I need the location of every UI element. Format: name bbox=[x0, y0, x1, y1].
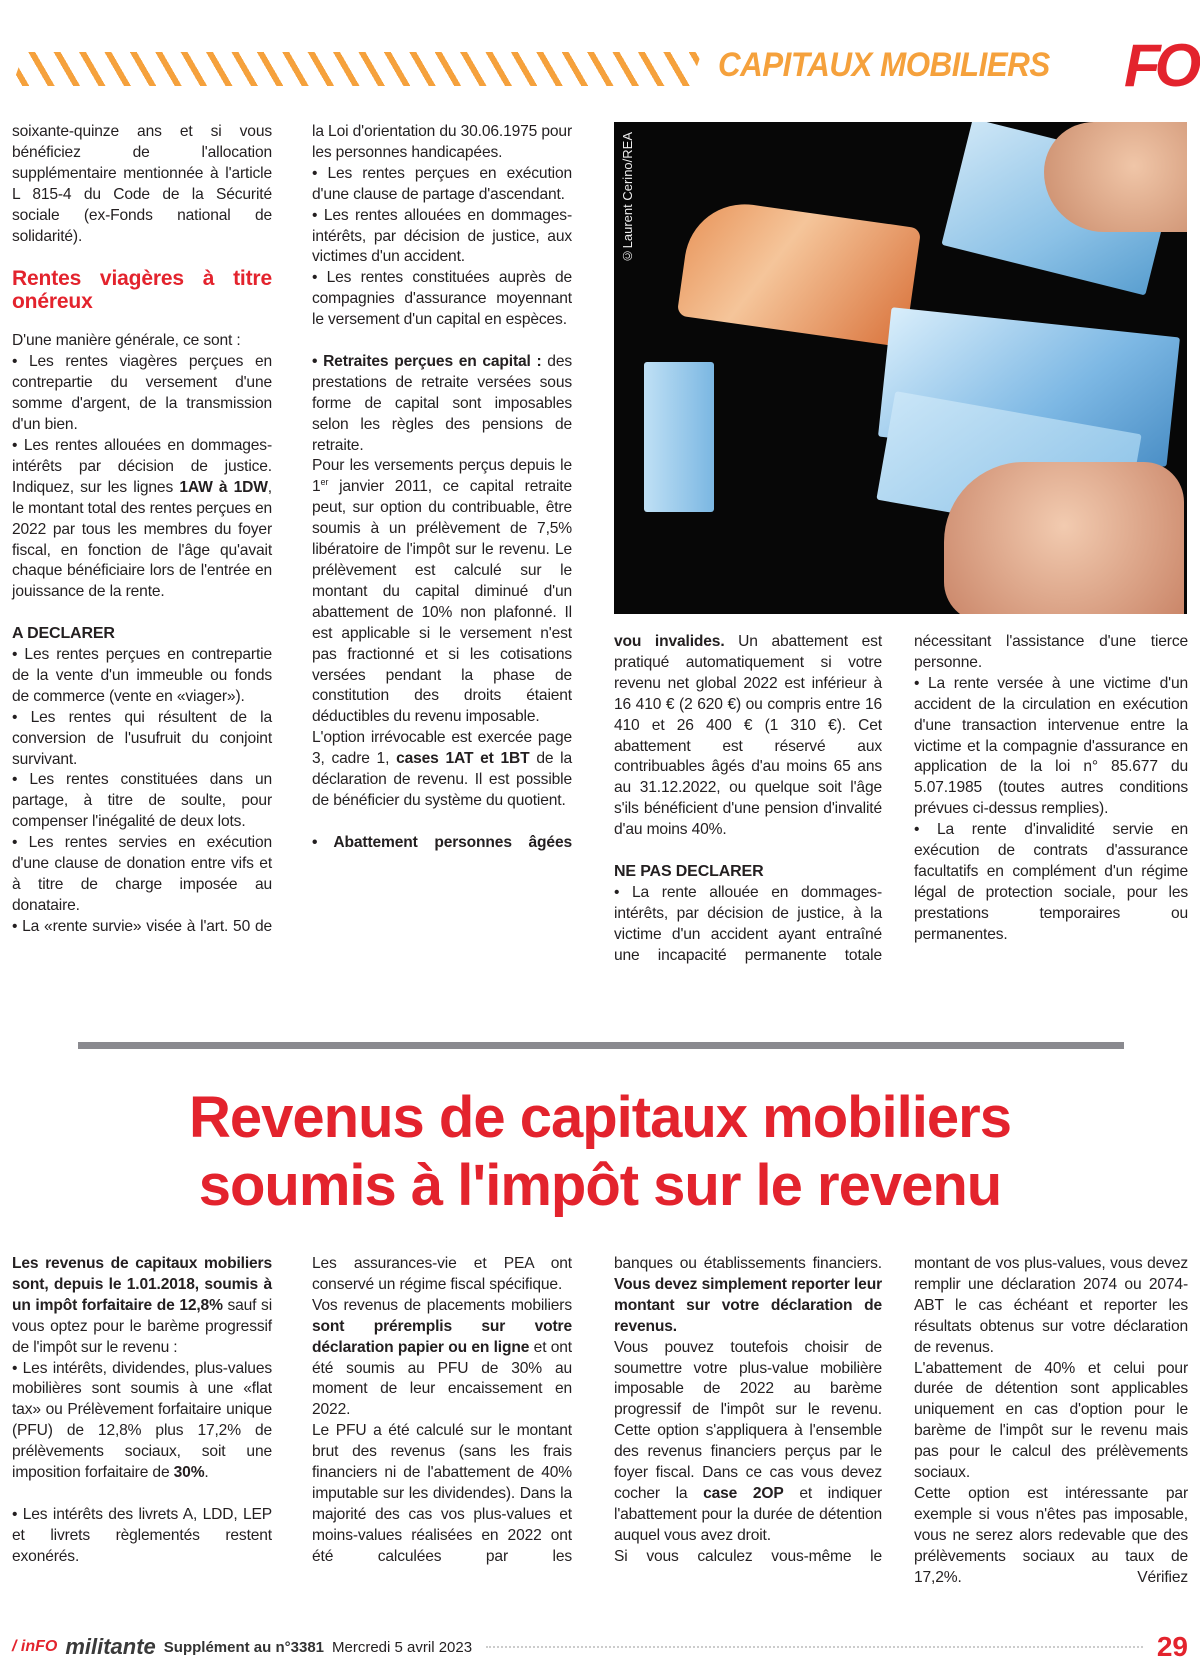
text: Vos revenus de placements mobiliers bbox=[312, 1296, 572, 1314]
paragraph bbox=[614, 1338, 882, 1547]
text: Les assurances-vie et PEA ont conservé un régime fiscal spécifique. bbox=[312, 1255, 572, 1293]
text: nécessitant l'assistance d'une tierce personne. bbox=[914, 633, 1188, 671]
article2-column-2 bbox=[312, 1254, 572, 1568]
paragraph bbox=[12, 1254, 272, 1359]
text: • La rente allouée en dommages-intérêts, par décision de justice, à la victime d'un accident ayant entraîné une incapacité permanente totale bbox=[614, 883, 882, 964]
text: Cette option est intéressante par exemple si vous n'êtes pas imposable, vous ne serez alors redevable que des prélèvements sociaux au taux de 17,2%. Vérifiez bbox=[914, 1484, 1188, 1586]
text: banques ou établissements financiers. bbox=[614, 1255, 882, 1272]
article-column-2 bbox=[312, 122, 572, 854]
paragraph bbox=[914, 1484, 1188, 1589]
text: • Les rentes constituées auprès de compagnies d'assurance moyennant le versement d'un capital en espèces. bbox=[312, 269, 572, 329]
article2-column-4 bbox=[914, 1254, 1188, 1589]
article-column-1 bbox=[12, 122, 272, 938]
paragraph bbox=[12, 708, 272, 771]
photo-credit: ©Laurent Cerino/REA bbox=[620, 132, 635, 264]
text: Le PFU a été calculé sur le montant brut des revenus (sans les frais financiers ni de l'abattement de 40% imputable sur les dividendes). Dans la majorité des cas vos plus-values et moins-values réalisées en 2022 ont été calculées par les bbox=[312, 1422, 572, 1565]
text: Rentes viagères à titre onéreux bbox=[12, 267, 272, 314]
text: , le montant total des rentes perçues en 2022 par tous les membres du foyer fiscal, en fonction de l'âge qu'avait chaque bénéficiaire lors de l'entrée en jouissance de la rente. bbox=[12, 478, 272, 601]
text: Pour les versements perçus depuis le 1 bbox=[312, 457, 572, 496]
paragraph bbox=[914, 632, 1188, 674]
text: • Les rentes servies en exécution d'une clause de donation entre vifs et à titre de charge imposée au donataire. bbox=[12, 834, 272, 914]
bold-text: vou invalides. bbox=[614, 633, 725, 650]
paragraph bbox=[12, 122, 272, 247]
text: montant de vos plus-values, vous devez remplir une déclaration 2074 ou 2074-ABT le cas échéant et reporter les résultats obtenus sur votre déclaration de revenus. bbox=[914, 1255, 1188, 1356]
text: • Les rentes perçues en exécution d'une clause de partage d'ascendant. bbox=[312, 164, 572, 203]
bold-text: case 2OP bbox=[703, 1484, 784, 1502]
text: janvier 2011, ce capital retraite peut, sur option du contribuable, être soumis à un prélèvement de 7,5% libératoire de l'impôt sur le revenu. Le prélèvement est calculé sur le montant du capital diminué d'un abattement de 10% non plafonné. Il est applicable si le versement n'est pas fractionné et si les cotisations versées pendant la phase de constitution des droits étaient déductibles du revenu imposable. bbox=[312, 478, 572, 726]
text: NE PAS DECLARER bbox=[614, 862, 764, 880]
bold-text: cases 1AT et 1BT bbox=[396, 750, 530, 768]
paragraph bbox=[312, 206, 572, 269]
article2-column-3 bbox=[614, 1254, 882, 1568]
text: de la déclaration de revenu. Il est possible de bénéficier du système du quotient. bbox=[312, 750, 572, 809]
text: • La rente d'invalidité servie en exécution de contrats d'assurance facultatifs en complément d'un régime légal de protection sociale, pour les prestations temporaires ou permanentes. bbox=[914, 821, 1188, 943]
paragraph bbox=[312, 268, 572, 331]
header-stripes bbox=[12, 52, 702, 86]
paragraph bbox=[914, 1359, 1188, 1484]
paragraph bbox=[12, 770, 272, 833]
text: • Les rentes allouées en dommages- intérêts par décision de justice. Indiquez, sur les lignes bbox=[12, 436, 272, 496]
text: Vous pouvez toutefois choisir de soumettre votre plus-value mobilière imposable de 2022 au barème progressif de l'impôt sur le revenu. Cette option s'appliquera à l'ensemble des revenus financiers perçus par le foyer fiscal. Dans ce cas vous devez cocher la bbox=[614, 1338, 882, 1502]
paragraph bbox=[312, 1254, 572, 1296]
subheading bbox=[12, 267, 272, 313]
paragraph bbox=[312, 728, 572, 812]
bold-text: • Retraites perçues en capital : bbox=[312, 352, 542, 370]
bold-text: 30% bbox=[173, 1464, 205, 1482]
text: L'option irrévocable est exercée page 3, cadre 1, bbox=[312, 729, 572, 768]
text: L'abattement de 40% et celui pour durée de détention sont applicables uniquement en cas d'option pour le barème de l'impôt sur le revenu mais pas pour le calcul des prélèvements sociaux. bbox=[914, 1359, 1188, 1482]
info-logo: / inFO bbox=[12, 1638, 58, 1655]
text: • Les intérêts, dividendes, plus-values mobilières sont soumis à une «flat tax» ou Prélèvement forfaitaire unique (PFU) de 12,8% plus 17,2% de prélèvements sociaux, soit une imposition forfaitaire de bbox=[12, 1359, 272, 1482]
militante-logo: militante bbox=[65, 1634, 156, 1659]
paragraph bbox=[312, 122, 572, 164]
paragraph bbox=[614, 1547, 882, 1568]
paragraph bbox=[12, 833, 272, 917]
paragraph bbox=[12, 1359, 272, 1484]
text: sauf si vous optez pour le barème progressif de l'impôt sur le revenu : bbox=[12, 1296, 273, 1356]
paragraph bbox=[614, 632, 882, 841]
issue-supplement: Supplément au n°3381 bbox=[163, 1638, 325, 1656]
paragraph bbox=[312, 456, 572, 728]
text: D'une manière générale, ce sont : bbox=[12, 332, 241, 350]
banknote-fan bbox=[677, 197, 921, 348]
paragraph bbox=[914, 674, 1188, 820]
article-title-line-2: soumis à l'impôt sur le revenu bbox=[198, 1153, 1002, 1218]
text: • La rente versée à une victime d'un accident de la circulation en exécution d'une transaction intervenue entre la victime et la compagnie d'assurance en application de la loi n° 85.677 du 5.07.1985 (toutes autres conditions prévues ci-dessus remplies). bbox=[914, 674, 1188, 818]
section-label bbox=[12, 624, 272, 645]
text: des prestations de retraite versées sous forme de capital sont imposables selon les règles des pensions de retraite. bbox=[312, 352, 572, 454]
text: Un abattement est pratiqué automatiquement si votre revenu net global 2022 est inférieur à 16 410 € (2 620 €) ou compris entre 16 410 et 26 400 € (1 310 €). Cet abattement est réservé aux contribuables âgés d'au moins 65 ans au 31.12.2022, ou quelque soit l'âge s'ils bénéficient d'une pension d'invalité d'au moins 40%. bbox=[614, 633, 883, 839]
paragraph bbox=[12, 352, 272, 436]
text: • Les rentes constituées dans un partage, à titre de soulte, pour compenser l'inégalité de deux lots. bbox=[12, 771, 272, 831]
bold-text: sont préremplis sur votre déclaration papier ou en ligne bbox=[312, 1317, 572, 1356]
paragraph bbox=[12, 331, 272, 352]
paragraph bbox=[312, 1421, 572, 1567]
page-footer bbox=[12, 1633, 1188, 1661]
bold-text: • Abattement personnes âgées bbox=[312, 833, 572, 851]
text: • Les rentes viagères perçues en contrepartie du versement d'une somme d'argent, de la transmission d'un bien. bbox=[12, 353, 272, 434]
text: A DECLARER bbox=[12, 625, 115, 643]
text: er bbox=[320, 477, 329, 488]
euro-banknotes-photo bbox=[614, 122, 1187, 614]
paragraph bbox=[12, 645, 272, 708]
paragraph bbox=[614, 883, 882, 967]
paragraph bbox=[312, 833, 572, 854]
paragraph bbox=[312, 1296, 572, 1421]
section-divider bbox=[78, 1042, 1124, 1049]
bold-text: Vous devez simplement reporter leur montant sur votre déclaration de revenus. bbox=[614, 1275, 882, 1335]
page-number: 29 bbox=[1156, 1631, 1188, 1662]
banknote bbox=[644, 362, 714, 512]
issue-date: Mercredi 5 avril 2023 bbox=[332, 1638, 473, 1656]
text: soixante-quinze ans et si vous bénéficiez de l'allocation supplémentaire mentionnée à l'article L 815-4 du Code de la Sécurité sociale (ex-Fonds national de solidarité). bbox=[12, 123, 272, 245]
paragraph bbox=[12, 1505, 272, 1568]
paragraph bbox=[614, 1254, 882, 1338]
fo-logo: FO bbox=[1124, 32, 1196, 99]
paragraph bbox=[312, 352, 572, 457]
article-title-line-1: Revenus de capitaux mobiliers bbox=[189, 1085, 1011, 1150]
text: • Les rentes allouées en dommages-intérêts, par décision de justice, aux victimes d'un accident. bbox=[312, 206, 572, 266]
hand bbox=[944, 462, 1184, 614]
text: Si vous calculez vous-même le bbox=[614, 1547, 882, 1565]
text: • Les intérêts des livrets A, LDD, LEP et livrets règlementés restent exonérés. bbox=[12, 1505, 272, 1565]
bold-text: 1AW à 1DW bbox=[179, 478, 268, 496]
paragraph bbox=[12, 436, 272, 603]
text: et ont été soumis au PFU de 30% au moment de leur encaissement en 2022. bbox=[312, 1338, 572, 1419]
article-column-4 bbox=[914, 632, 1188, 946]
section-label bbox=[614, 862, 882, 883]
text: . bbox=[204, 1464, 209, 1482]
dotted-leader bbox=[486, 1646, 1143, 1648]
paragraph bbox=[12, 917, 272, 938]
article2-column-1 bbox=[12, 1254, 272, 1568]
paragraph bbox=[914, 820, 1188, 945]
text: • La «rente survie» visée à l'art. 50 de bbox=[12, 917, 272, 935]
section-title: CAPITAUX MOBILIERS bbox=[718, 46, 1050, 84]
paragraph bbox=[312, 164, 572, 206]
bold-text: Les revenus de capitaux mobiliers sont, depuis le 1.01.2018, soumis à un impôt forfaitaire de 12,8% bbox=[12, 1255, 272, 1314]
text: la Loi d'orientation du 30.06.1975 pour les personnes handicapées. bbox=[312, 123, 572, 161]
paragraph bbox=[914, 1254, 1188, 1359]
text: et indiquer l'abattement pour la durée de détention auquel vous avez droit. bbox=[614, 1484, 882, 1544]
text: • Les rentes perçues en contrepartie de la vente d'un immeuble ou fonds de commerce (vente en «viager»). bbox=[12, 646, 272, 705]
hand bbox=[1044, 122, 1187, 232]
text: • Les rentes qui résultent de la conversion de l'usufruit du conjoint survivant. bbox=[12, 708, 272, 768]
article-column-3 bbox=[614, 632, 882, 966]
